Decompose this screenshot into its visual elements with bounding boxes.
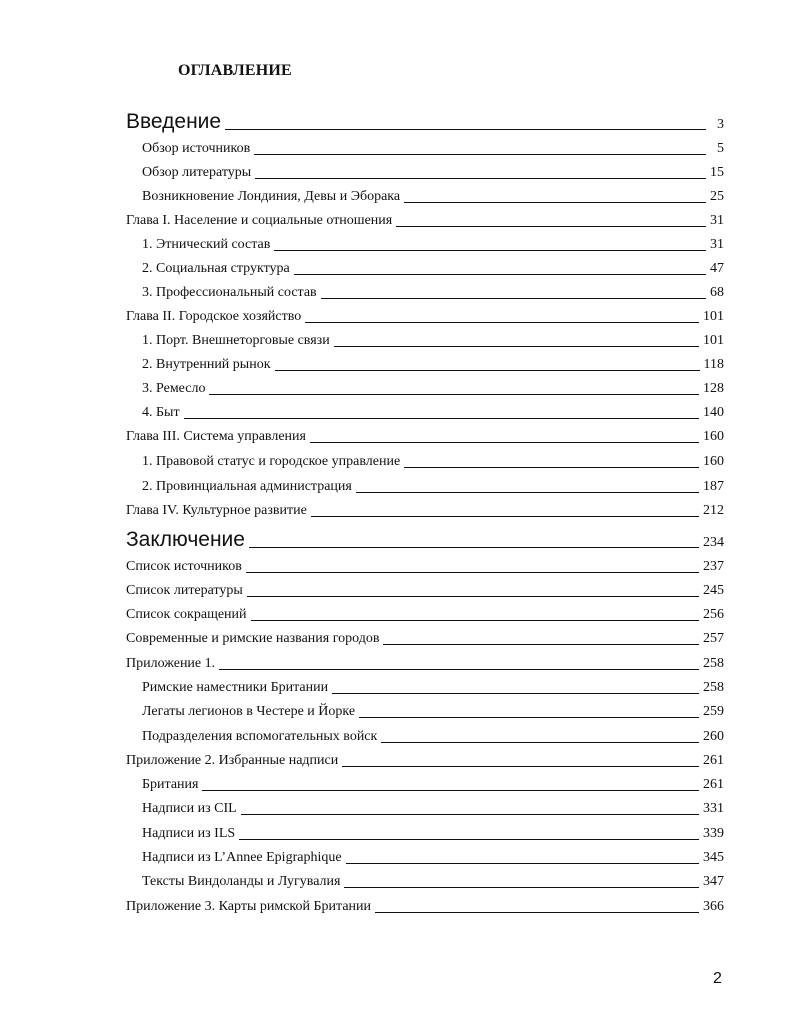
toc-entry-page: 118 [703,357,724,372]
toc-entry-page: 140 [703,405,724,420]
toc-entry-page: 245 [703,583,724,598]
toc-entry-page: 31 [710,213,724,228]
toc-entry-label: 3. Профессиональный состав [142,285,317,300]
toc-entry [142,356,724,374]
toc-entry-label: Приложение 3. Карты римской Британии [126,899,372,914]
toc-chapter-entry [126,558,724,576]
page-title: ОГЛАВЛЕНИЕ [178,62,292,79]
toc-leader-line [334,346,699,347]
toc-entry-label: 1. Этнический состав [142,237,271,252]
toc-entry [142,825,724,843]
toc-entry-label: 4. Быт [142,405,180,420]
toc-entry-label: 2. Провинциальная администрация [142,479,352,494]
toc-entry [142,703,724,721]
toc-leader-line [241,814,699,815]
toc-entry-page: 187 [703,479,724,494]
toc-entry-page: 237 [703,559,724,574]
toc-entry-page: 47 [710,261,724,276]
toc-entry-label: Приложение 1. [126,656,216,671]
toc-leader-line [346,863,699,864]
toc-entry-page: 259 [703,704,724,719]
toc-leader-line [254,154,706,155]
toc-entry-page: 339 [703,826,724,841]
toc-entry [142,679,724,697]
toc-entry [142,873,724,891]
toc-entry [142,236,724,254]
toc-leader-line [202,790,699,791]
toc-entry-page: 31 [710,237,724,252]
toc-leader-line [321,298,706,299]
toc-chapter-entry [126,212,724,230]
toc-entry-page: 258 [703,656,724,671]
toc-chapter-entry [126,606,724,624]
toc-entry-label: Список литературы [126,583,243,598]
toc-entry-label: Глава IV. Культурное развитие [126,503,307,518]
toc-entry-page: 261 [703,753,724,768]
toc-entry-page: 257 [703,631,724,646]
toc-leader-line [332,693,699,694]
toc-entry-label: Надписи из L’Annee Epigraphique [142,850,342,865]
toc-entry [142,332,724,350]
toc-entry [142,478,724,496]
toc-leader-line [359,717,699,718]
toc-entry-page: 261 [703,777,724,792]
toc-entry-page: 258 [703,680,724,695]
toc-leader-line [246,572,699,573]
toc-leader-line [310,442,699,443]
toc-entry-label: Надписи из CIL [142,801,237,816]
toc-entry [142,140,724,158]
toc-leader-line [239,839,699,840]
toc-entry-page: 160 [703,454,724,469]
toc-entry-label: Приложение 2. Избранные надписи [126,753,339,768]
toc-entry-label: Обзор литературы [142,165,252,180]
toc-entry-label: Британия [142,777,199,792]
toc-entry [142,404,724,422]
toc-leader-line [396,226,706,227]
toc-entry-page: 128 [703,381,724,396]
toc-entry-page: 234 [703,535,724,550]
toc-entry-page: 15 [710,165,724,180]
toc-leader-line [294,274,706,275]
toc-leader-line [356,492,699,493]
toc-chapter-entry [126,898,724,916]
toc-entry-label: Введение [126,110,222,133]
toc-entry-label: Глава I. Население и социальные отношения [126,213,393,228]
toc-entry [142,728,724,746]
toc-entry-page: 260 [703,729,724,744]
toc-leader-line [255,178,706,179]
toc-leader-line [305,322,699,323]
toc-entry-label: 2. Социальная структура [142,261,290,276]
toc-leader-line [209,394,699,395]
toc-entry-label: Список источников [126,559,242,574]
toc-entry-page: 3 [717,117,724,132]
toc-entry-label: Глава III. Система управления [126,429,306,444]
toc-entry-page: 331 [703,801,724,816]
toc-leader-line [275,370,700,371]
toc-entry-page: 366 [703,899,724,914]
toc-entry [142,800,724,818]
toc-entry-label: Возникновение Лондиния, Девы и Эборака [142,189,401,204]
toc-entry [142,284,724,302]
toc-chapter-entry [126,655,724,673]
toc-entry-page: 25 [710,189,724,204]
toc-leader-line [342,766,699,767]
toc-entry-label: Надписи из ILS [142,826,236,841]
toc-leader-line [381,742,699,743]
toc-leader-line [404,467,699,468]
toc-entry-page: 212 [703,503,724,518]
toc-entry-label: Список сокращений [126,607,247,622]
toc-entry [142,380,724,398]
toc-entry-page: 345 [703,850,724,865]
toc-entry-page: 160 [703,429,724,444]
toc-entry [142,776,724,794]
toc-entry-page: 101 [703,309,724,324]
toc-entry-page: 256 [703,607,724,622]
toc-entry-label: Современные и римские названия городов [126,631,380,646]
toc-entry-conclusion [126,528,724,552]
toc-entry-label: Обзор источников [142,141,251,156]
toc-entry-label: 3. Ремесло [142,381,206,396]
toc-leader-line [184,418,699,419]
toc-entry-label: Подразделения вспомогательных войск [142,729,378,744]
toc-entry-introduction [126,110,724,134]
page-number: 2 [713,970,722,987]
toc-entry-label: 2. Внутренний рынок [142,357,271,372]
toc-chapter-entry [126,752,724,770]
toc-entry-label: Тексты Виндоланды и Лугувалия [142,874,341,889]
toc-entry-label: 1. Порт. Внешнеторговые связи [142,333,330,348]
toc-leader-line [311,516,699,517]
toc-chapter-entry [126,630,724,648]
toc-entry [142,164,724,182]
toc-leader-line [219,669,699,670]
toc-leader-line [383,644,699,645]
toc-entry-page: 68 [710,285,724,300]
toc-leader-line [225,129,706,130]
toc-chapter-entry [126,428,724,446]
toc-leader-line [404,202,706,203]
toc-leader-line [251,620,699,621]
toc-leader-line [274,250,706,251]
toc-leader-line [344,887,699,888]
toc-leader-line [375,912,699,913]
toc-chapter-entry [126,582,724,600]
toc-entry-page: 101 [703,333,724,348]
toc-entry [142,453,724,471]
toc-entry-page: 347 [703,874,724,889]
toc-chapter-entry [126,308,724,326]
toc-chapter-entry [126,502,724,520]
toc-entry [142,849,724,867]
toc-entry [142,260,724,278]
toc-entry-label: Глава II. Городское хозяйство [126,309,302,324]
toc-entry-page: 5 [717,141,724,156]
toc-entry-label: 1. Правовой статус и городское управление [142,454,401,469]
toc-leader-line [249,547,699,548]
toc-leader-line [247,596,699,597]
toc-entry-label: Легаты легионов в Честере и Йорке [142,704,356,719]
toc-entry [142,188,724,206]
toc-entry-label: Римские наместники Британии [142,680,329,695]
toc-entry-label: Заключение [126,528,245,551]
